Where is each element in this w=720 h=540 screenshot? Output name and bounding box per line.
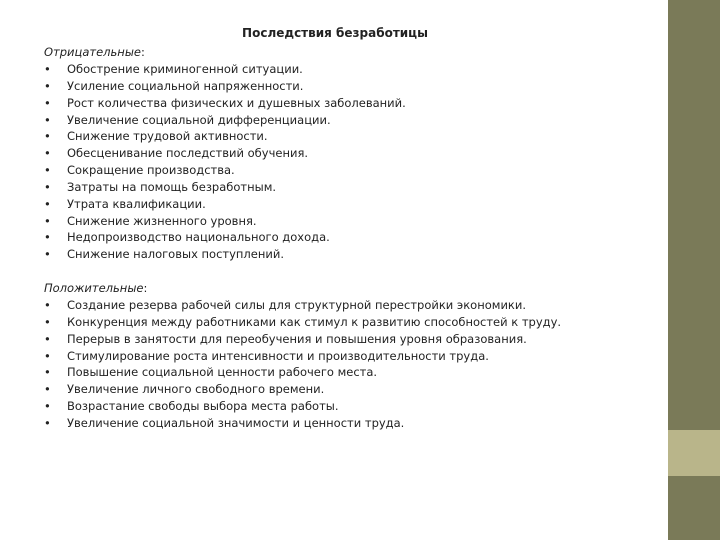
bullet-icon: • — [44, 415, 51, 430]
list-item — [44, 246, 406, 263]
negative-section — [44, 44, 406, 263]
bullet-icon: • — [44, 62, 51, 76]
list-item-text: Утрата квалификации. — [67, 196, 206, 211]
bullet-icon: • — [44, 382, 51, 397]
list-item-text: Увеличение социальной значимости и ценности труда. — [67, 415, 405, 430]
list-item-text: Обесценивание последствий обучения. — [67, 146, 309, 161]
list-item — [44, 95, 406, 112]
bullet-icon: • — [44, 196, 51, 211]
bullet-icon: • — [44, 213, 51, 228]
list-item-text: Недопроизводство национального дохода. — [67, 230, 330, 245]
bullet-icon: • — [44, 163, 51, 178]
list-item-text: Возрастание свободы выбора места работы. — [67, 399, 339, 414]
bullet-icon: • — [44, 146, 51, 161]
list-item — [44, 145, 406, 162]
bullet-icon: • — [44, 179, 51, 194]
list-item — [44, 162, 406, 179]
slide-title: Последствия безработицы — [242, 26, 428, 40]
list-item — [44, 364, 561, 381]
positive-section — [44, 280, 561, 432]
positive-heading-label: Положительные — [44, 281, 144, 295]
list-item-text: Снижение налоговых поступлений. — [67, 247, 284, 262]
bullet-icon: • — [44, 78, 51, 93]
list-item — [44, 297, 561, 314]
list-item-text: Снижение жизненного уровня. — [67, 213, 257, 228]
list-item — [44, 331, 561, 348]
list-item-text: Затраты на помощь безработным. — [67, 179, 277, 194]
bullet-icon: • — [44, 95, 51, 110]
decorative-side-bar — [668, 0, 720, 540]
list-item-text: Сокращение производства. — [67, 163, 235, 178]
bullet-icon: • — [44, 314, 51, 329]
bullet-icon: • — [44, 247, 51, 262]
list-item — [44, 348, 561, 365]
list-item-text: Увеличение социальной дифференциации. — [67, 112, 331, 127]
positive-heading-colon: : — [143, 281, 148, 295]
bullet-icon: • — [44, 331, 51, 346]
bullet-icon: • — [44, 298, 51, 312]
list-item-text: Перерыв в занятости для переобучения и повышения уровня образования. — [67, 331, 527, 346]
list-item — [44, 61, 406, 78]
list-item — [44, 314, 561, 331]
positive-list — [44, 297, 561, 432]
list-item — [44, 112, 406, 129]
list-item-text: Увеличение личного свободного времени. — [67, 382, 325, 397]
side-bar-accent-segment — [668, 430, 720, 476]
list-item-text: Снижение трудовой активности. — [67, 129, 268, 144]
list-item — [44, 229, 406, 246]
list-item — [44, 213, 406, 230]
list-item-text: Рост количества физических и душевных заболеваний. — [67, 95, 406, 110]
list-item-text: Обострение криминогенной ситуации. — [67, 62, 303, 76]
list-item — [44, 415, 561, 432]
negative-heading-label: Отрицательные — [44, 45, 141, 59]
bullet-icon: • — [44, 230, 51, 245]
side-bar-top-segment — [668, 0, 720, 430]
bullet-icon: • — [44, 399, 51, 414]
list-item-text: Усиление социальной напряженности. — [67, 78, 304, 93]
side-bar-bottom-segment — [668, 476, 720, 540]
list-item-text: Повышение социальной ценности рабочего места. — [67, 365, 378, 380]
list-item-text: Создание резерва рабочей силы для структурной перестройки экономики. — [67, 298, 526, 312]
list-item-text: Конкуренция между работниками как стимул к развитию способностей к труду. — [67, 314, 562, 329]
negative-list — [44, 61, 406, 263]
list-item — [44, 78, 406, 95]
negative-heading — [44, 44, 406, 61]
bullet-icon: • — [44, 348, 51, 363]
list-item — [44, 381, 561, 398]
list-item — [44, 128, 406, 145]
list-item-text: Стимулирование роста интенсивности и производительности труда. — [67, 348, 489, 363]
positive-heading — [44, 280, 561, 297]
list-item — [44, 398, 561, 415]
bullet-icon: • — [44, 129, 51, 144]
list-item — [44, 179, 406, 196]
negative-heading-colon: : — [140, 45, 145, 59]
bullet-icon: • — [44, 365, 51, 380]
bullet-icon: • — [44, 112, 51, 127]
list-item — [44, 196, 406, 213]
